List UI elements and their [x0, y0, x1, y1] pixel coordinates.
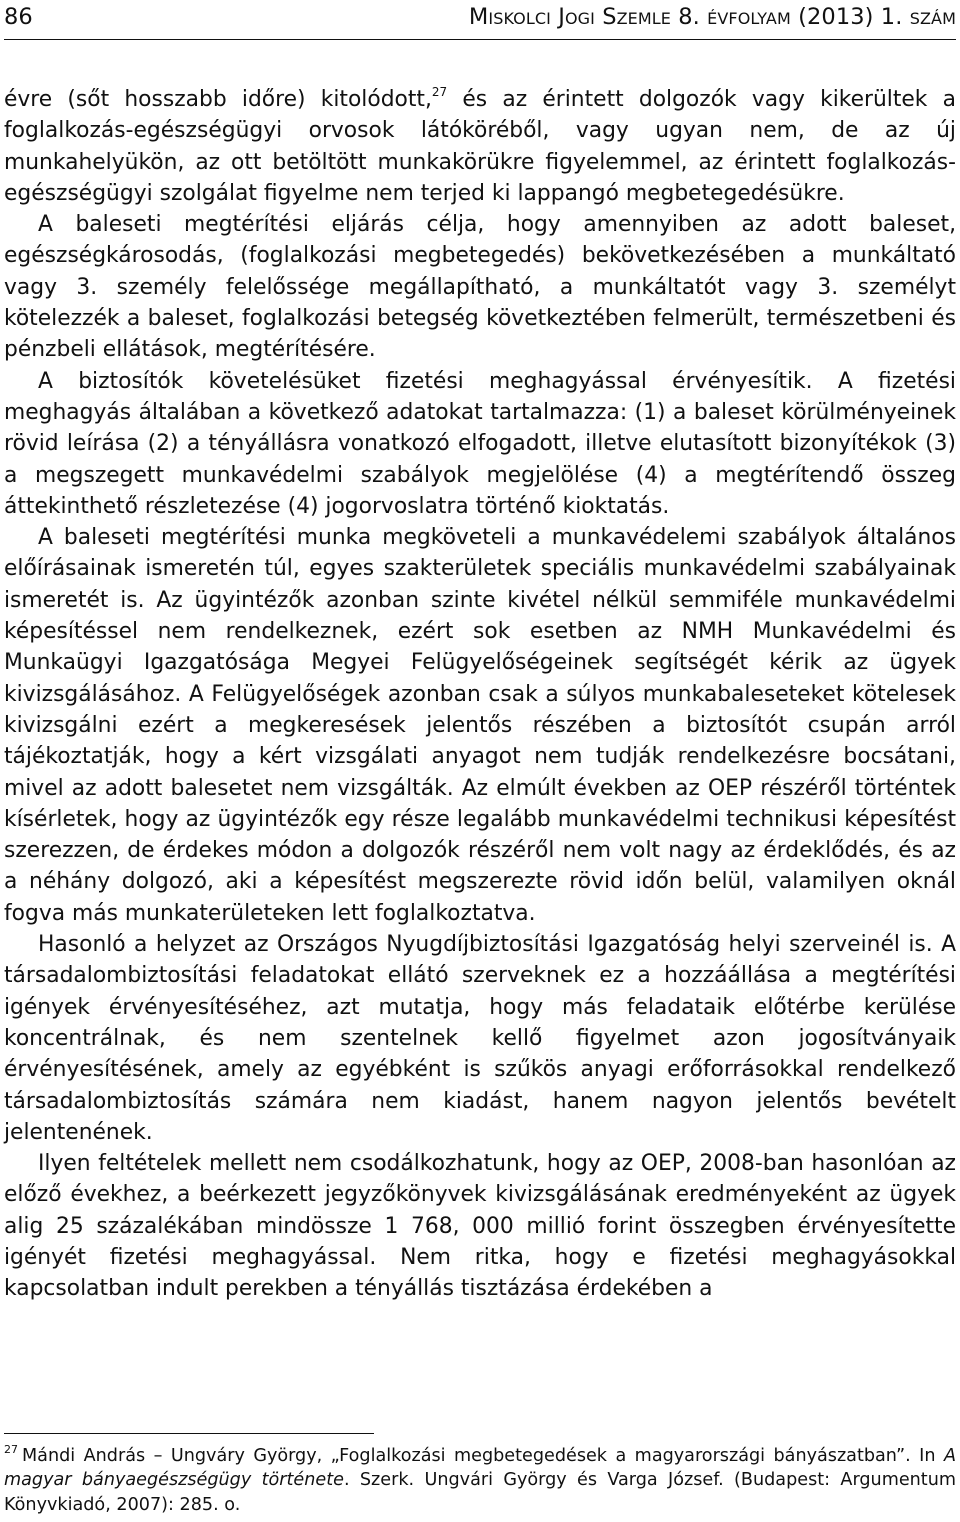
paragraph: A biztosítók követelésüket fizetési meghagyással érvényesítik. A fizetési meghagyás általában a következő adatokat tartalmazza: (1) a baleset körülményeinek rövid leírása (2) a tényállásra vonatkozó elfogadott, illetve elutasított bizonyítékok (3) a megszegett munkavédelmi szabályok megjelölése (4) a megtérítendő összeg áttekinthető részletezése (4) jogorvoslatra történő kioktatás. — [4, 368, 956, 519]
paragraph-continued — [4, 84, 956, 209]
paragraph: A baleseti megtérítési munka megköveteli a munkavédelemi szabályok általános előírásainak ismeretén túl, egyes szakterületek speciális munkavédelmi szabályainak ismeretét is. Az ügyintézők azonban szinte kivétel nélkül semmiféle munkavédelmi képesítéssel nem rendelkeznek, ezért sok esetben az NMH Munkavédelmi és Munkaügyi Igazgatósága Megyei Felügyelőségeinek segítségét kérik az ügyek kivizsgálásához. A Felügyelőségek azonban csak a súlyos munkabaleseteket kötelesek kivizsgálni ezért a megkeresések jelentős részében a biztosítót csupán arról tájékoztatják, hogy a kért vizsgálati anyagot nem tudják rendelkezésre bocsátani, mivel az adott balesetet nem vizsgálták. Az elmúlt években az OEP részéről történtek kísérletek, hogy az ügyintézők egy része legalább munkavédelmi technikusi képesítést szerezzen, de érdekes módon a dolgozók részéről nem volt nagy az érdeklődés, és az a néhány dolgozó, aki a képesítést megszerezte rövid időn belül, valamilyen oknál fogva más munkaterületeken lett foglalkoztatva. — [4, 525, 956, 926]
page-number: 86 — [4, 4, 33, 30]
footnote-text: Mándi András – Ungváry György, „Foglalkozási megbetegedések a magyarországi bányászatban”. In — [22, 1446, 944, 1466]
footnote — [4, 1444, 956, 1517]
paragraph: A baleseti megtérítési eljárás célja, hogy amennyiben az adott baleset, egészségkárosodás, (foglalkozási megbetegedés) bekövetkezésében a munkáltató vagy 3. személy felelőssége megállapítható, a munkáltatót vagy 3. személyt kötelezzék a baleset, foglalkozási betegség következtében felmerült, természetbeni és pénzbeli ellátások, megtérítésére. — [4, 212, 956, 363]
header-rule — [4, 39, 956, 40]
footnote-rule — [4, 1433, 374, 1434]
journal-title: Miskolci Jogi Szemle 8. évfolyam (2013) 1. szám — [468, 4, 956, 30]
footnote-book-title: A magyar bányaegészségügy története — [4, 1446, 956, 1491]
article-body — [4, 84, 956, 1305]
running-header — [4, 2, 956, 38]
paragraph: Ilyen feltételek mellett nem csodálkozhatunk, hogy az OEP, 2008-ban hasonlóan az előző évekhez, a beérkezett jegyzőkönyvek kivizsgálásának eredményeként az ügyek alig 25 százalékában mindössze 1 768, 000 millió forint összegben érvényesítette igényét fizetési meghagyással. Nem ritka, hogy e fizetési meghagyásokkal kapcsolatban indult perekben a tényállás tisztázása érdekében a — [4, 1151, 956, 1302]
paragraph: Hasonló a helyzet az Országos Nyugdíjbiztosítási Igazgatóság helyi szerveinél is. A társadalombiztosítási feladatokat ellátó szerveknek ez a hozzáállása a megtérítési igények érvényesítéséhez, azt mutatja, hogy más feladataik előtérbe kerülése koncentrálnak, és nem szentelnek kellő figyelmet azon jogosítványaik érvényesítésének, amely az egyébként is szűkös anyagi erőforrásokkal rendelkező társadalombiztosítás számára nem kiadást, hanem nagyon jelentős bevételt jelentenének. — [4, 932, 956, 1145]
paragraph-text: és az érintett dolgozók vagy kikerültek a foglalkozás-egészségügyi orvosok látóköréből, vagy ugyan nem, de az új munkahelyükön, az ott betöltött munkakörükre figyelemmel, az érintett foglalkozás-egészségügyi szolgálat figyelme nem terjed ki lappangó megbetegedésükre. — [4, 87, 956, 206]
paragraph-text: évre (sőt hosszabb időre) kitolódott, — [4, 87, 432, 112]
footnote-number: 27 — [4, 1443, 18, 1456]
footnote-reference: 27 — [431, 85, 448, 99]
footnote-text: . Szerk. Ungvári György és Varga József. (Budapest: Argumentum Könyvkiadó, 2007): 285. o. — [4, 1470, 956, 1515]
